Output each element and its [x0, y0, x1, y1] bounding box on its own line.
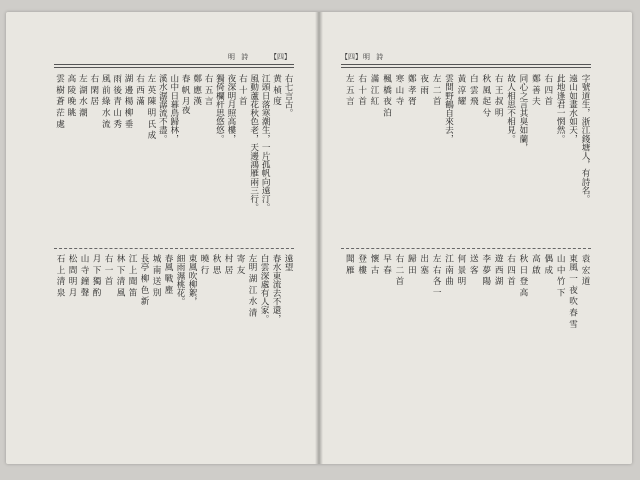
right-section-divider: [341, 248, 591, 249]
text-column: 春 帆 月夜: [180, 74, 191, 114]
text-column: 長亭 柳 色 新: [139, 254, 149, 306]
text-column: 遊 西 湖: [493, 254, 504, 286]
text-column: 左明 湖 江 水 清: [247, 254, 257, 317]
text-column: 春風 戰 塵: [163, 254, 173, 294]
text-column: 江 南 曲: [443, 254, 454, 286]
text-column: 溪水潺潺流不盡。: [157, 74, 168, 143]
right-page-header: 明 詩: [363, 53, 386, 61]
left-page: [6, 12, 319, 464]
text-column: 風動蘆花秋色老，天邊鴻雁兩三行。: [248, 74, 259, 212]
text-column: 高 陵 晚 眺: [65, 74, 76, 117]
text-column: 曉 行: [199, 254, 209, 274]
text-column: 山中日暮鳥歸林，: [168, 74, 179, 143]
text-column: 此地逢君一惘然。: [555, 74, 566, 143]
left-header-rule: [54, 64, 294, 65]
text-column: 雲間野鶴自來去，: [443, 74, 454, 143]
text-column: 右 四 首: [505, 254, 516, 286]
text-column: 右 王 叔 明: [493, 74, 504, 117]
text-column: 右 十 首: [356, 74, 367, 106]
right-page: [319, 12, 632, 464]
text-column: 月 下 獨 酌: [91, 254, 101, 297]
text-column: 東風吹柳絮，: [187, 254, 197, 306]
text-column: 早 春: [381, 254, 392, 274]
text-column: 雲 樹 蒼 茫 處: [54, 74, 65, 128]
text-column: 左 湖 水 潮: [77, 74, 88, 117]
text-column: 鄭 應 漢: [191, 74, 202, 106]
text-column: 李 夢 陽: [480, 254, 491, 286]
text-column: 遠望: [283, 254, 293, 272]
left-upper-text: [54, 74, 294, 242]
text-column: 白雲深處有人家。: [259, 254, 269, 323]
text-column: 聞 雁: [344, 254, 355, 274]
text-column: 獨倚欄杆思悠悠。: [214, 74, 225, 143]
text-column: 歸 田: [406, 254, 417, 274]
left-header-rule-2: [54, 67, 294, 68]
text-column: 黃 淳 耀: [455, 74, 466, 106]
text-column: 偶 成: [542, 254, 553, 274]
text-column: 左 右 各 一: [431, 254, 442, 297]
left-page-header: 明 詩: [228, 53, 251, 61]
text-column: 石 上 清 泉: [55, 254, 65, 297]
text-column: 夜深明月照高樓，: [225, 74, 236, 143]
text-column: 鄭 孝 胥: [406, 74, 417, 106]
text-column: 遠山如畫水如天，: [567, 74, 578, 143]
text-column: 送 客: [468, 254, 479, 274]
text-column: 秋 風 起 兮: [480, 74, 491, 117]
text-column: 湖 邊 楊 柳 垂: [123, 74, 134, 128]
right-page-marker: 【四】: [341, 53, 362, 61]
text-column: 同心之言其臭如蘭，: [517, 74, 528, 152]
text-column: 風 前 綠 水 流: [100, 74, 111, 128]
text-column: 細雨濕桃花。: [175, 254, 185, 306]
text-column: 右 十 首: [237, 74, 248, 106]
text-column: 何 景 明: [455, 254, 466, 286]
text-column: 左 五 言: [344, 74, 355, 106]
text-column: 寄 友: [235, 254, 245, 274]
left-lower-text: [54, 254, 294, 422]
right-upper-text: [341, 74, 591, 242]
text-column: 夜 雨: [418, 74, 429, 94]
left-section-divider: [54, 248, 294, 249]
left-page-marker: 【四】: [270, 53, 291, 61]
text-column: 黄 楨 度: [271, 74, 282, 106]
right-header-rule: [341, 64, 591, 65]
text-column: 江 上 聞 笛: [127, 254, 137, 297]
text-column: 江頭日落寒潮生，一片孤帆向遠汀。: [260, 74, 271, 212]
text-column: 右 一 首: [103, 254, 113, 286]
text-column: 高 啟: [530, 254, 541, 274]
text-column: 秋 日 登 高: [517, 254, 528, 297]
text-column: 右 五 言: [203, 74, 214, 106]
text-column: 右 西 滿: [134, 74, 145, 106]
right-header-rule-2: [341, 67, 591, 68]
text-column: 秋 思: [211, 254, 221, 274]
text-column: 故人相思不相見。: [505, 74, 516, 143]
text-column: 山 中 竹 下: [555, 254, 566, 297]
text-column: 右 閑 居: [88, 74, 99, 106]
text-column: 山 寺 鐘 聲: [79, 254, 89, 297]
text-column: 春水東流去不還，: [271, 254, 281, 323]
text-column: 鄭 善 夫: [530, 74, 541, 106]
text-column: 寒 山 寺: [393, 74, 404, 106]
text-column: 松 間 明 月: [67, 254, 77, 297]
text-column: 白 雲 飛: [468, 74, 479, 106]
right-lower-text: [341, 254, 591, 422]
text-column: 出 塞: [418, 254, 429, 274]
text-column: 右七言古。: [283, 74, 293, 117]
text-column: 楓 橋 夜 泊: [381, 74, 392, 117]
text-column: 右 四 首: [542, 74, 553, 106]
text-column: 懷 古: [369, 254, 380, 274]
book-spread: [6, 12, 632, 464]
text-column: 村 居: [223, 254, 233, 274]
text-column: 左 二 首: [431, 74, 442, 106]
text-column: 滿 江 紅: [369, 74, 380, 106]
text-column: 雨 後 青 山 秀: [111, 74, 122, 128]
text-column: 袁 宏 道: [580, 254, 590, 286]
text-column: 左 英 陳 明 氏 成: [145, 74, 156, 140]
text-column: 城 南 送 別: [151, 254, 161, 297]
text-column: 登 樓: [356, 254, 367, 274]
text-column: 林 下 清 風: [115, 254, 125, 297]
text-column: 右 二 首: [393, 254, 404, 286]
text-column: 字號道生，浙江錢塘人，有詩名。: [580, 74, 590, 203]
text-column: 東風 一 夜 吹 春 雪: [567, 254, 578, 328]
